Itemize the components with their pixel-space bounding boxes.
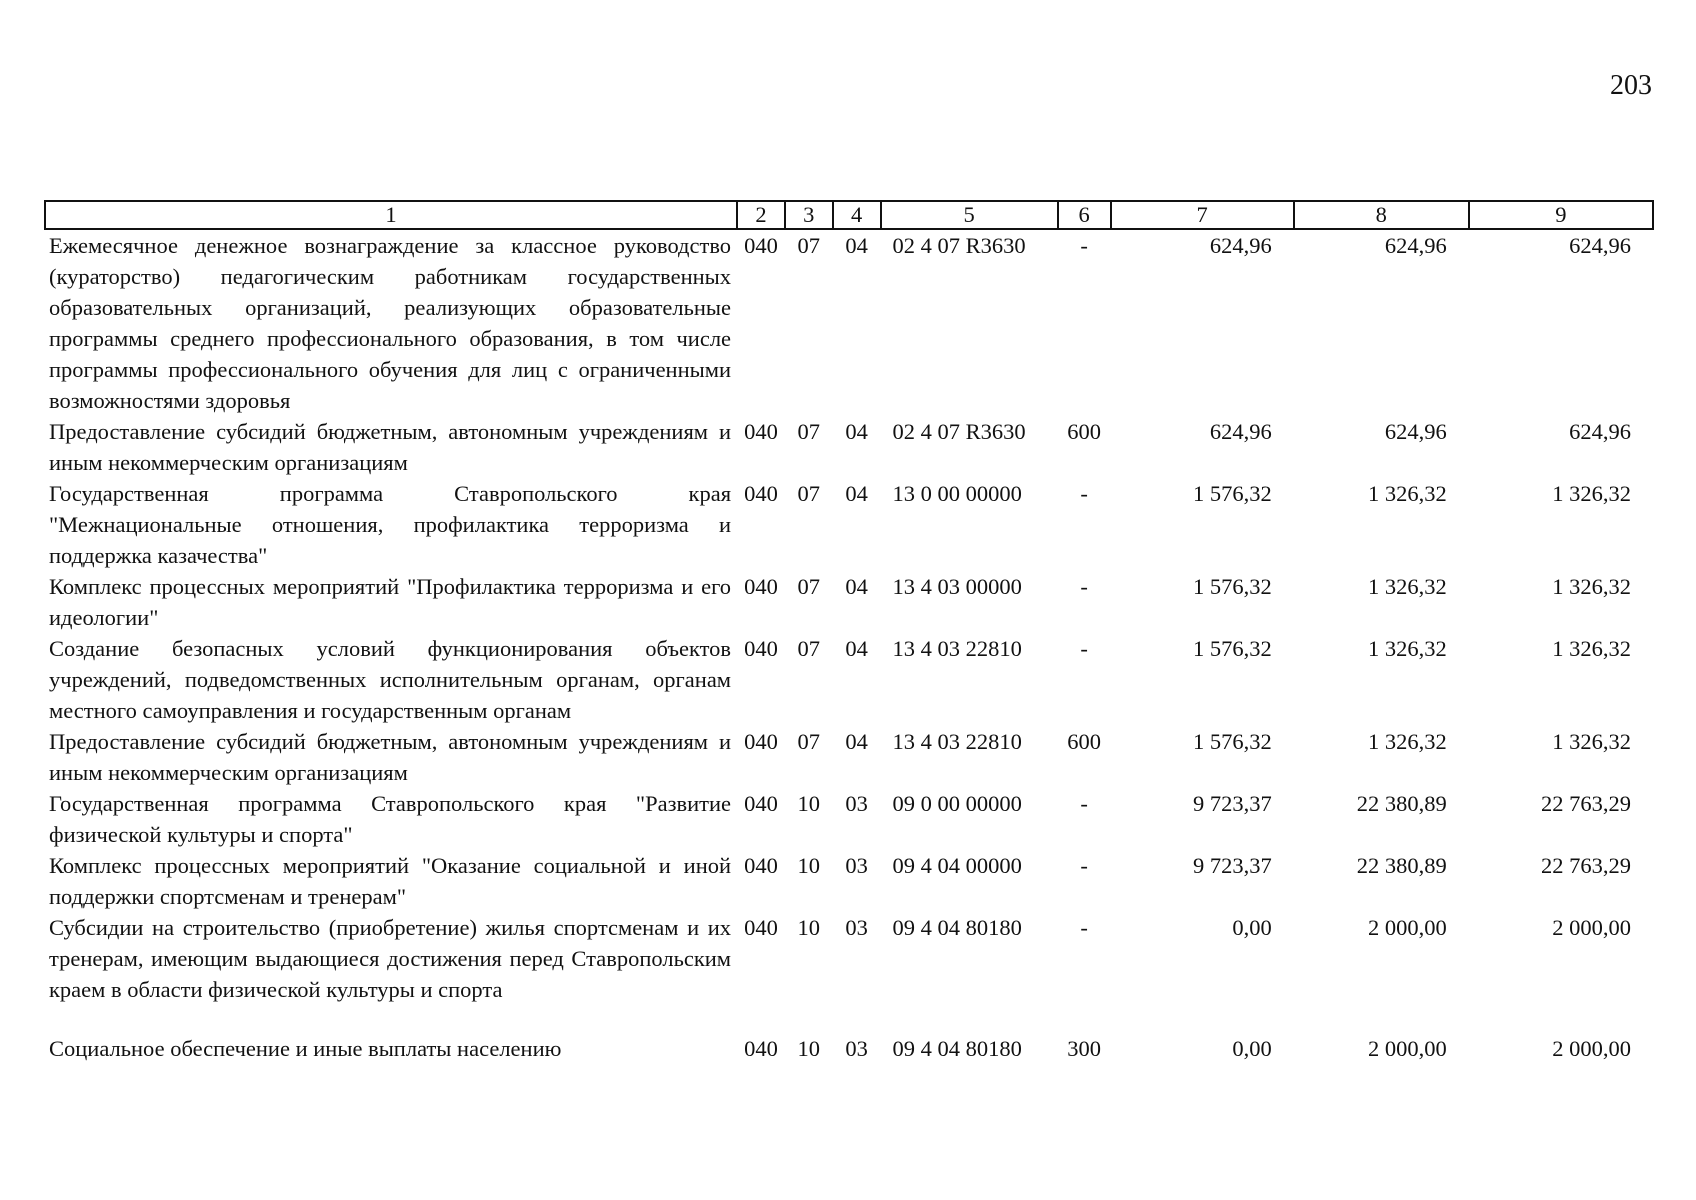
row-subsection: 04: [845, 419, 868, 444]
row-amount-1: 9 723,37: [1192, 791, 1272, 816]
row-subsection: 04: [845, 729, 868, 754]
row-grbs: 040: [744, 233, 778, 258]
row-subsection: 04: [845, 233, 868, 258]
table-row: [45, 850, 1653, 912]
row-target-article: 02 4 07 R3630: [892, 233, 1026, 258]
header-col-4: 4: [833, 201, 881, 229]
row-section: 07: [797, 233, 821, 258]
row-target-article: 13 0 00 00000: [892, 481, 1022, 506]
row-target-article: 09 4 04 00000: [892, 853, 1022, 878]
row-subsection: 04: [845, 574, 868, 599]
row-section: 07: [797, 574, 821, 599]
row-subsection: 04: [845, 481, 868, 506]
row-grbs: 040: [744, 1036, 778, 1061]
row-amount-3: 1 326,32: [1552, 636, 1631, 661]
row-section: 10: [797, 1036, 821, 1061]
header-col-7: 7: [1111, 201, 1294, 229]
page-number: 203: [1610, 70, 1652, 101]
row-amount-2: 22 380,89: [1356, 791, 1447, 816]
row-amount-1: 624,96: [1209, 419, 1272, 444]
row-name: Предоставление субсидий бюджетным, автономным учреждениям и иным некоммерческим организациям: [49, 419, 732, 475]
row-name: Ежемесячное денежное вознаграждение за классное руководство (кураторство) педагогическим работникам государственных образовательных организаций, реализующих образовательные программы среднего профессионального образования, в том числе программы профессионального обучения для лиц с ограниченными возможностями здоровья: [49, 233, 732, 413]
row-expense-type: 600: [1067, 729, 1101, 754]
row-expense-type: -: [1080, 853, 1088, 878]
row-target-article: 09 4 04 80180: [892, 1036, 1022, 1061]
row-amount-3: 2 000,00: [1552, 915, 1631, 940]
row-section: 10: [797, 915, 821, 940]
table-row: [45, 912, 1653, 1005]
row-name: Комплекс процессных мероприятий "Профилактика терроризма и его идеологии": [49, 574, 732, 630]
row-grbs: 040: [744, 915, 778, 940]
table-row: [45, 478, 1653, 571]
row-expense-type: -: [1080, 233, 1088, 258]
header-col-5: 5: [881, 201, 1058, 229]
row-expense-type: -: [1080, 574, 1088, 599]
row-grbs: 040: [744, 419, 778, 444]
row-amount-3: 2 000,00: [1552, 1036, 1631, 1061]
header-col-1: 1: [45, 201, 737, 229]
header-col-9: 9: [1469, 201, 1653, 229]
row-amount-1: 624,96: [1209, 233, 1272, 258]
row-amount-3: 22 763,29: [1541, 791, 1631, 816]
header-col-3: 3: [785, 201, 833, 229]
row-amount-2: 624,96: [1384, 233, 1447, 258]
row-section: 07: [797, 481, 821, 506]
budget-table: [44, 200, 1654, 1064]
table-row: [45, 1005, 1653, 1064]
table-header: [45, 201, 1653, 229]
row-amount-1: 1 576,32: [1192, 574, 1272, 599]
row-amount-1: 0,00: [1232, 1036, 1272, 1061]
row-name: Субсидии на строительство (приобретение) жилья спортсменам и их тренерам, имеющим выдающиеся достижения перед Ставропольским краем в области физической культуры и спорта: [49, 915, 732, 1002]
row-amount-3: 1 326,32: [1552, 729, 1631, 754]
row-section: 07: [797, 419, 821, 444]
row-name: Создание безопасных условий функционирования объектов учреждений, подведомственных исполнительным органам, органам местного самоуправления и государственным органам: [49, 636, 732, 723]
row-expense-type: 300: [1067, 1036, 1101, 1061]
row-name: Социальное обеспечение и иные выплаты населению: [49, 1036, 562, 1061]
row-amount-1: 9 723,37: [1192, 853, 1272, 878]
row-grbs: 040: [744, 729, 778, 754]
row-amount-2: 624,96: [1384, 419, 1447, 444]
row-target-article: 09 0 00 00000: [892, 791, 1022, 816]
row-amount-3: 624,96: [1569, 233, 1631, 258]
row-name: Государственная программа Ставропольского края "Развитие физической культуры и спорта": [49, 791, 732, 847]
row-amount-2: 2 000,00: [1368, 915, 1447, 940]
row-amount-1: 1 576,32: [1192, 729, 1272, 754]
row-amount-1: 1 576,32: [1192, 481, 1272, 506]
row-amount-2: 1 326,32: [1368, 574, 1447, 599]
row-section: 07: [797, 729, 821, 754]
row-grbs: 040: [744, 636, 778, 661]
row-target-article: 09 4 04 80180: [892, 915, 1022, 940]
row-target-article: 02 4 07 R3630: [892, 419, 1026, 444]
row-grbs: 040: [744, 574, 778, 599]
row-amount-3: 1 326,32: [1552, 481, 1631, 506]
header-col-8: 8: [1294, 201, 1469, 229]
row-amount-2: 2 000,00: [1368, 1036, 1447, 1061]
row-subsection: 03: [845, 853, 868, 878]
table-row: [45, 788, 1653, 850]
table-row: [45, 571, 1653, 633]
header-row: [45, 201, 1653, 229]
table-row: [45, 229, 1653, 416]
row-amount-3: 624,96: [1569, 419, 1631, 444]
row-subsection: 04: [845, 636, 868, 661]
row-amount-1: 0,00: [1232, 915, 1272, 940]
row-amount-3: 1 326,32: [1552, 574, 1631, 599]
row-grbs: 040: [744, 853, 778, 878]
row-subsection: 03: [845, 915, 868, 940]
table-body: [45, 229, 1653, 1064]
row-target-article: 13 4 03 22810: [892, 729, 1022, 754]
row-expense-type: -: [1080, 481, 1088, 506]
row-name: Комплекс процессных мероприятий "Оказание социальной и иной поддержки спортсменам и тренерам": [49, 853, 732, 909]
row-name: Государственная программа Ставропольского края "Межнациональные отношения, профилактика терроризма и поддержка казачества": [49, 481, 732, 568]
row-section: 10: [797, 853, 821, 878]
row-expense-type: 600: [1067, 419, 1101, 444]
row-amount-2: 1 326,32: [1368, 729, 1447, 754]
row-grbs: 040: [744, 791, 778, 816]
row-target-article: 13 4 03 22810: [892, 636, 1022, 661]
table-row: [45, 726, 1653, 788]
row-name: Предоставление субсидий бюджетным, автономным учреждениям и иным некоммерческим организациям: [49, 729, 732, 785]
table-row: [45, 416, 1653, 478]
row-expense-type: -: [1080, 636, 1088, 661]
row-amount-2: 1 326,32: [1368, 636, 1447, 661]
row-amount-2: 1 326,32: [1368, 481, 1447, 506]
row-section: 10: [797, 791, 821, 816]
row-expense-type: -: [1080, 791, 1088, 816]
row-amount-3: 22 763,29: [1541, 853, 1631, 878]
row-amount-2: 22 380,89: [1356, 853, 1447, 878]
header-col-2: 2: [737, 201, 785, 229]
row-target-article: 13 4 03 00000: [892, 574, 1022, 599]
row-grbs: 040: [744, 481, 778, 506]
row-expense-type: -: [1080, 915, 1088, 940]
header-col-6: 6: [1058, 201, 1111, 229]
table-row: [45, 633, 1653, 726]
row-subsection: 03: [845, 791, 868, 816]
row-subsection: 03: [845, 1036, 868, 1061]
row-section: 07: [797, 636, 821, 661]
row-amount-1: 1 576,32: [1192, 636, 1272, 661]
